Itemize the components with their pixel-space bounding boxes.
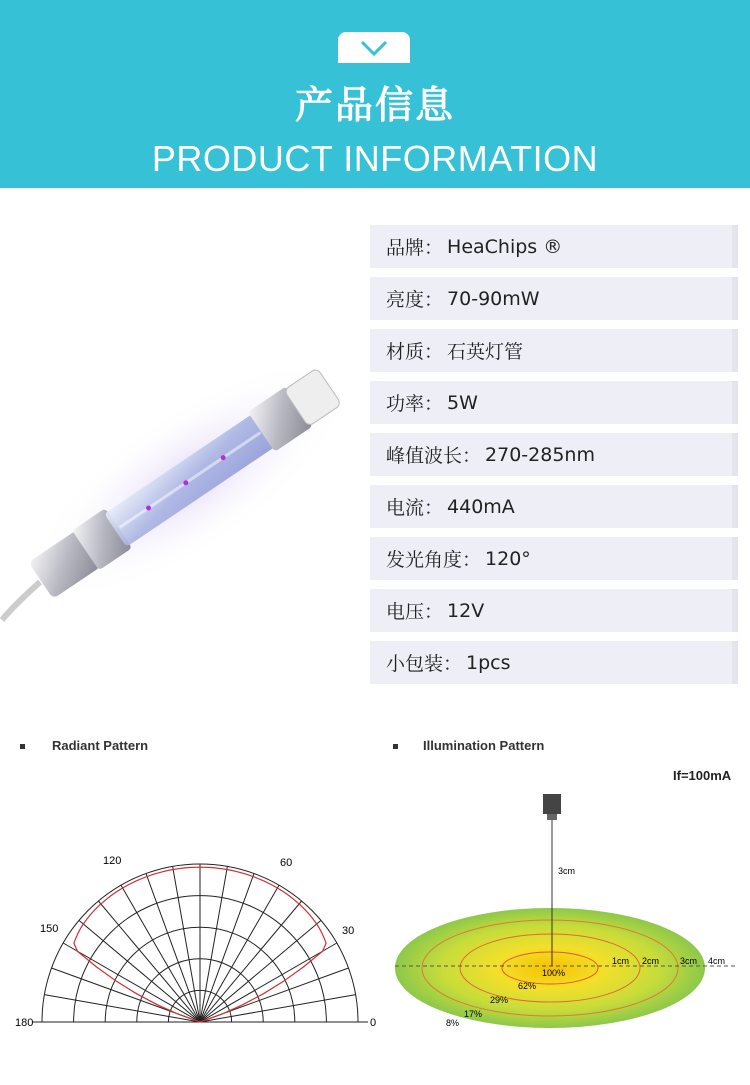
polar-grid <box>32 864 368 1022</box>
percent-label-29: 29% <box>490 995 509 1005</box>
radiant-pattern-title: Radiant Pattern <box>52 738 149 753</box>
angle-label-0: 0 <box>370 1017 377 1029</box>
angle-label-60: 60 <box>280 857 293 869</box>
current-label: If=100mA <box>673 768 732 783</box>
spec-row-brand: 品牌 ： HeaChips ® <box>370 225 738 268</box>
spec-row-wavelength: 峰值波长 ： 270-285nm <box>370 433 738 476</box>
chevron-down-tab <box>338 32 410 63</box>
page-title-cn: 产品信息 <box>294 83 455 127</box>
angle-label-120: 120 <box>103 855 122 867</box>
distance-label-2cm: 2cm <box>642 956 660 966</box>
illumination-bullet <box>393 744 398 749</box>
radiant-bullet <box>20 744 25 749</box>
spec-row-package: 小包装 ： 1pcs <box>370 641 738 684</box>
led-source-icon <box>543 794 561 820</box>
illumination-pattern-diagram <box>390 790 750 1040</box>
spec-row-voltage: 电压 ： 12V <box>370 589 738 632</box>
uv-lamp-tube-image <box>0 330 370 630</box>
header-banner <box>0 0 750 188</box>
angle-label-30: 30 <box>342 925 355 937</box>
spec-row-material: 材质 ： 石英灯管 <box>370 329 738 372</box>
spec-row-current: 电流 ： 440mA <box>370 485 738 528</box>
percent-label-8: 8% <box>446 1018 460 1028</box>
spec-row-brightness: 亮度 ： 70-90mW <box>370 277 738 320</box>
spec-row-angle: 发光角度 ： 120° <box>370 537 738 580</box>
radiant-pattern-diagram <box>0 790 390 1040</box>
chevron-down-icon <box>338 32 410 63</box>
percent-label-100: 100% <box>542 968 566 978</box>
percent-label-62: 62% <box>518 981 537 991</box>
angle-label-180: 180 <box>15 1017 34 1029</box>
distance-label-4cm: 4cm <box>708 956 726 966</box>
distance-label-3cm: 3cm <box>680 956 698 966</box>
distance-label-1cm: 1cm <box>612 956 630 966</box>
angle-label-150: 150 <box>40 923 59 935</box>
percent-label-17: 17% <box>464 1009 483 1019</box>
illumination-pattern-title: Illumination Pattern <box>423 738 545 753</box>
height-label: 3cm <box>558 866 576 876</box>
spec-table <box>370 225 738 693</box>
page-title-en: PRODUCT INFORMATION <box>151 138 599 179</box>
spec-row-power: 功率 ： 5W <box>370 381 738 424</box>
